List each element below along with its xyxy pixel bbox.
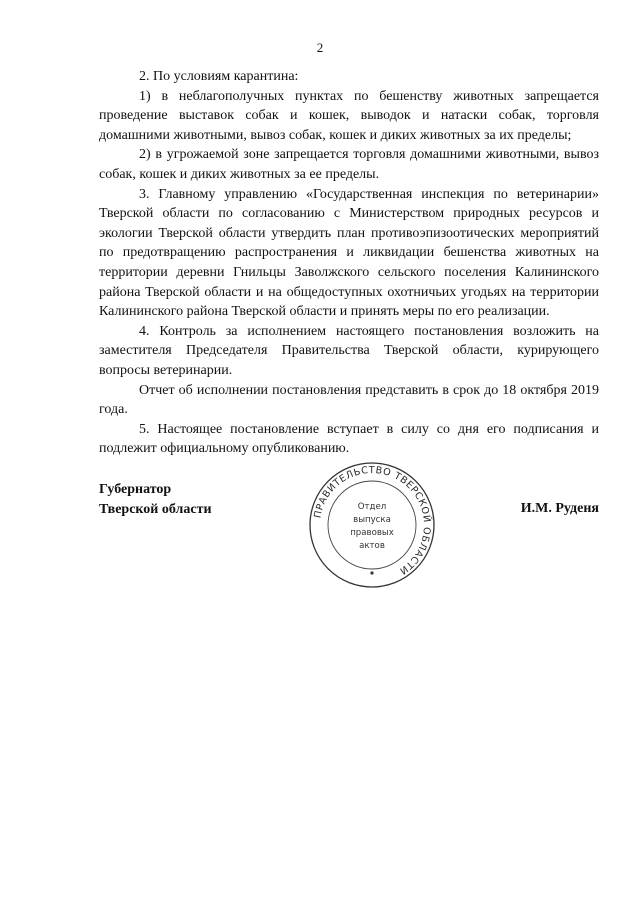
paragraph-quarantine-heading: 2. По условиям карантина: [139,69,299,84]
official-stamp [307,460,437,590]
paragraph-infected-points: 1) в неблагополучных пунктах по бешенству животных запрещается проведение выставок собак и кошек, выводок и натаски собак, торговля домашними животными, вывоз собак, кошек и диких животных за их пределы; [99,88,599,143]
paragraph-entry-into-force: 5. Настоящее постановление вступает в силу со дня его подписания и подлежит официальному опубликованию. [99,421,599,457]
stamp-center-line-3: правовых [350,528,394,538]
stamp-center-line-2: выпуска [353,515,391,525]
stamp-ring-text: ПРАВИТЕЛЬСТВО ТВЕРСКОЙ ОБЛАСТИ [312,464,433,577]
paragraph-control: 4. Контроль за исполнением настоящего постановления возложить на заместителя Председателя Правительства Тверской области, курирующего вопросы ветеринарии. [99,323,599,378]
stamp-star-icon [370,571,373,574]
paragraph-threatened-zone: 2) в угрожаемой зоне запрещается торговля домашними животными, вывоз собак, кошек и диких животных за ее пределы. [99,147,599,182]
document-body [99,67,599,459]
stamp-center-line-4: актов [359,541,385,551]
signatory-name: И.М. Руденя [520,501,599,516]
stamp-seal-icon [307,460,437,590]
signatory-title [99,480,212,519]
paragraph-vet-inspection: 3. Главному управлению «Государственная инспекция по ветеринарии» Тверской области по согласованию с Министерством природных ресурсов и экологии Тверской области утвердить план противоэпизоотических мероприятий по предотвращению распространения и ликвидации бешенства животных на территории деревни Гнильцы Заволжского сельского поселения Калининского района Тверской области и на общедоступных охотничьих угодьях на территории Калининского района Тверской области и принять меры по его реализации. [99,186,599,320]
page-number: 2 [316,40,324,55]
stamp-center-line-1: Отдел [357,502,387,512]
paragraph-report: Отчет об исполнении постановления представить в срок до 18 октября 2019 года. [99,382,599,418]
signatory-title-line1: Губернатор [99,482,172,497]
signatory-title-line2: Тверской области [99,501,212,517]
